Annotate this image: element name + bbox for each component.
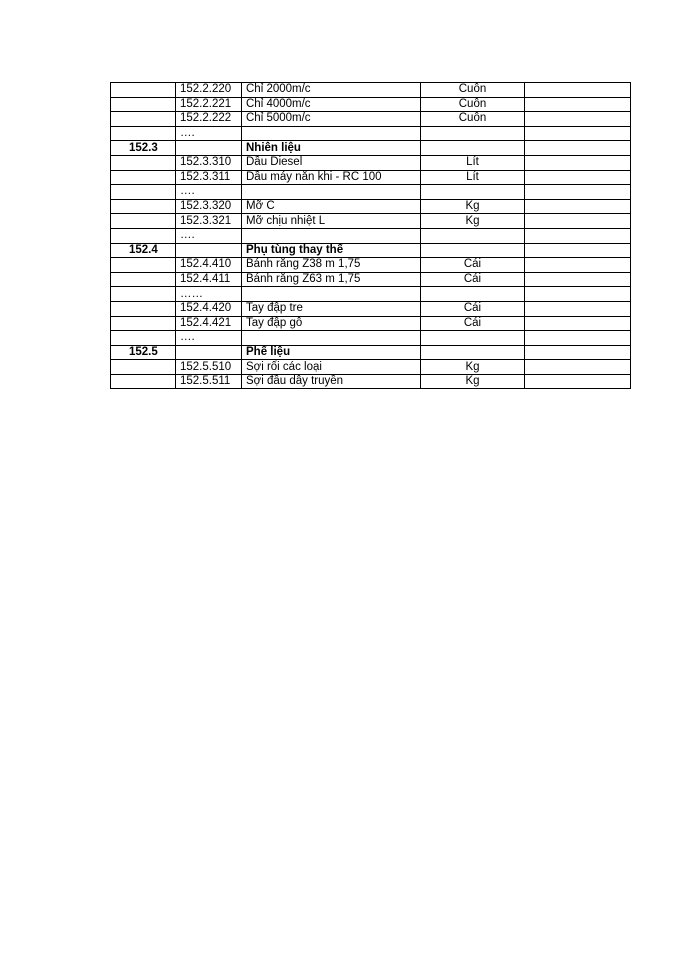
group-code-cell [111,258,176,273]
item-name-cell: Bánh răng Z63 m 1,75 [242,272,421,287]
item-name-cell: Mỡ C [242,199,421,214]
unit-cell: Cái [421,258,525,273]
table-row [111,272,631,287]
note-cell [525,112,631,127]
table-row [111,126,631,141]
unit-cell: Lít [421,170,525,185]
group-code-cell [111,316,176,331]
group-code-cell [111,214,176,229]
account-code-cell: …. [176,228,242,243]
table-row [111,112,631,127]
note-cell [525,97,631,112]
note-cell [525,287,631,302]
account-code-cell: 152.4.410 [176,258,242,273]
note-cell [525,258,631,273]
group-code-cell [111,287,176,302]
item-name-cell: Sợi rối các loại [242,360,421,375]
table-row [111,360,631,375]
account-code-cell: 152.4.420 [176,301,242,316]
item-name-cell: Chỉ 2000m/c [242,83,421,98]
table-row [111,331,631,346]
account-code-cell: 152.3.310 [176,155,242,170]
account-code-cell: 152.2.222 [176,112,242,127]
item-name-cell: Phụ tùng thay thế [242,243,421,258]
note-cell [525,141,631,156]
account-code-cell [176,345,242,360]
table-row [111,228,631,243]
unit-cell: Kg [421,199,525,214]
unit-cell: Kg [421,374,525,389]
table-row [111,185,631,200]
group-code-cell [111,126,176,141]
table-row [111,287,631,302]
group-code-cell [111,155,176,170]
unit-cell: Cái [421,316,525,331]
note-cell [525,360,631,375]
item-name-cell: Nhiên liệu [242,141,421,156]
unit-cell [421,141,525,156]
group-code-cell [111,374,176,389]
note-cell [525,316,631,331]
account-code-cell: 152.3.320 [176,199,242,214]
table-body [111,83,631,389]
item-name-cell [242,126,421,141]
unit-cell [421,331,525,346]
group-code-cell [111,170,176,185]
item-name-cell: Dầu Diesel [242,155,421,170]
item-name-cell: Tay đập gỗ [242,316,421,331]
account-code-cell: …. [176,331,242,346]
table-row [111,170,631,185]
account-code-cell: 152.5.511 [176,374,242,389]
account-code-cell: 152.2.221 [176,97,242,112]
item-name-cell: Dầu máy nắn khi - RC 100 [242,170,421,185]
item-name-cell [242,287,421,302]
unit-cell: Cuôn [421,97,525,112]
item-name-cell: Tay đập tre [242,301,421,316]
unit-cell [421,243,525,258]
item-name-cell: Chỉ 4000m/c [242,97,421,112]
table-row [111,83,631,98]
account-code-cell [176,243,242,258]
table-row [111,258,631,273]
note-cell [525,228,631,243]
table-row [111,155,631,170]
note-cell [525,214,631,229]
group-code-cell [111,360,176,375]
account-code-cell: 152.3.311 [176,170,242,185]
group-code-cell: 152.5 [111,345,176,360]
table-row [111,97,631,112]
account-code-cell: …… [176,287,242,302]
group-code-cell [111,83,176,98]
account-code-cell: 152.3.321 [176,214,242,229]
note-cell [525,155,631,170]
group-code-cell [111,97,176,112]
table-row [111,316,631,331]
note-cell [525,83,631,98]
unit-cell: Cuôn [421,112,525,127]
table-row [111,214,631,229]
table-row [111,199,631,214]
table-row [111,141,631,156]
account-code-cell: 152.2.220 [176,83,242,98]
group-code-cell [111,112,176,127]
account-code-cell: …. [176,126,242,141]
note-cell [525,331,631,346]
unit-cell [421,185,525,200]
table-row [111,243,631,258]
table-row [111,301,631,316]
unit-cell: Cuôn [421,83,525,98]
group-code-cell [111,301,176,316]
group-code-cell [111,199,176,214]
account-code-cell [176,141,242,156]
table-row [111,374,631,389]
unit-cell: Cái [421,301,525,316]
group-code-cell: 152.3 [111,141,176,156]
unit-cell [421,228,525,243]
unit-cell: Cái [421,272,525,287]
note-cell [525,170,631,185]
note-cell [525,185,631,200]
item-name-cell: Chỉ 5000m/c [242,112,421,127]
note-cell [525,272,631,287]
note-cell [525,126,631,141]
group-code-cell [111,331,176,346]
note-cell [525,301,631,316]
item-name-cell: Phế liệu [242,345,421,360]
unit-cell: Kg [421,214,525,229]
unit-cell: Kg [421,360,525,375]
group-code-cell: 152.4 [111,243,176,258]
item-name-cell [242,185,421,200]
account-code-cell: 152.5.510 [176,360,242,375]
unit-cell [421,345,525,360]
unit-cell [421,126,525,141]
note-cell [525,345,631,360]
item-name-cell [242,331,421,346]
item-name-cell: Sợi đầu dây truyền [242,374,421,389]
account-code-cell: 152.4.421 [176,316,242,331]
unit-cell: Lít [421,155,525,170]
note-cell [525,199,631,214]
table-row [111,345,631,360]
group-code-cell [111,272,176,287]
item-name-cell [242,228,421,243]
materials-table [110,82,631,389]
item-name-cell: Bánh răng Z38 m 1,75 [242,258,421,273]
group-code-cell [111,185,176,200]
unit-cell [421,287,525,302]
account-code-cell: …. [176,185,242,200]
group-code-cell [111,228,176,243]
note-cell [525,374,631,389]
note-cell [525,243,631,258]
item-name-cell: Mỡ chịu nhiệt L [242,214,421,229]
account-code-cell: 152.4.411 [176,272,242,287]
